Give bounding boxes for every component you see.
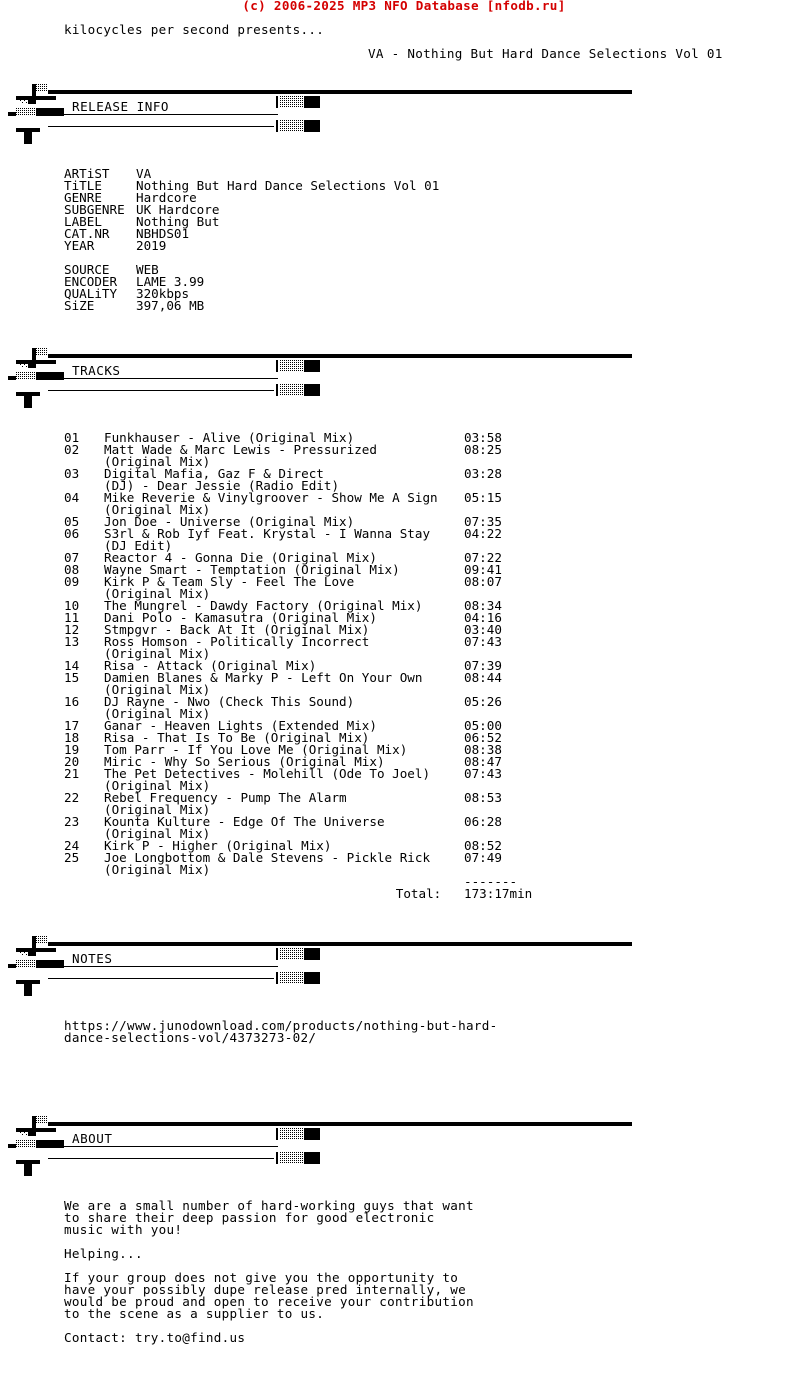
track-number: 21	[64, 766, 80, 781]
section-banner-release-info	[8, 84, 638, 148]
info-value: 2019	[136, 238, 167, 253]
track-time: 08:53	[464, 790, 502, 805]
banner-art	[8, 348, 638, 412]
info-key: SOURCE	[64, 262, 110, 277]
info-value: Hardcore	[136, 190, 197, 205]
track-title: The Mungrel - Dawdy Factory (Original Mix)	[104, 598, 423, 613]
tracklist	[64, 432, 532, 900]
track-number: 22	[64, 790, 80, 805]
track-time: 04:22	[464, 526, 502, 541]
section-banner-about	[8, 1116, 638, 1180]
source-info-table	[64, 264, 204, 312]
info-key: TiTLE	[64, 178, 102, 193]
track-number: 17	[64, 718, 80, 733]
track-number: 18	[64, 730, 80, 745]
site-header: (c) 2006-2025 MP3 NFO Database [nfodb.ru]	[242, 0, 566, 13]
info-key: QUALiTY	[64, 286, 118, 301]
info-row	[64, 216, 439, 228]
info-value: 397,06 MB	[136, 298, 205, 313]
track-number: 25	[64, 850, 80, 865]
track-time: 07:43	[464, 634, 502, 649]
notes-url-link[interactable]: https://www.junodownload.com/products/nothing-but-hard- dance-selections-vol/4373273-02/	[64, 1018, 498, 1045]
about-paragraph: We are a small number of hard-working guys that want to share their deep passion for good electronic music with you!	[64, 1198, 474, 1237]
track-title: Damien Blanes & Marky P - Left On Your Own (Original Mix)	[104, 670, 423, 697]
track-title: Jon Doe - Universe (Original Mix)	[104, 514, 355, 529]
track-number: 12	[64, 622, 80, 637]
banner-art	[8, 936, 638, 1000]
track-time: 03:40	[464, 622, 502, 637]
track-time: 07:22	[464, 550, 502, 565]
track-title: Matt Wade & Marc Lewis - Pressurized (Original Mix)	[104, 442, 377, 469]
total-value: 173:17min	[464, 886, 533, 901]
track-time: 07:43	[464, 766, 502, 781]
track-number: 01	[64, 430, 80, 445]
track-time: 04:16	[464, 610, 502, 625]
track-row	[64, 528, 532, 552]
section-title: TRACKS	[72, 363, 121, 378]
info-key: GENRE	[64, 190, 102, 205]
info-key: ARTiST	[64, 166, 110, 181]
info-value: VA	[136, 166, 152, 181]
track-number: 14	[64, 658, 80, 673]
track-title: Tom Parr - If You Love Me (Original Mix)	[104, 742, 408, 757]
track-time: 08:34	[464, 598, 502, 613]
track-title: DJ Rayne - Nwo (Check This Sound) (Original Mix)	[104, 694, 355, 721]
track-number: 08	[64, 562, 80, 577]
info-value: NBHDS01	[136, 226, 190, 241]
track-title: Kirk P - Higher (Original Mix)	[104, 838, 332, 853]
track-time: 06:52	[464, 730, 502, 745]
info-value: Nothing But	[136, 214, 220, 229]
track-title: Risa - Attack (Original Mix)	[104, 658, 317, 673]
track-title: Miric - Why So Serious (Original Mix)	[104, 754, 385, 769]
info-key: YEAR	[64, 238, 95, 253]
release-info-table	[64, 168, 439, 252]
track-time: 03:58	[464, 430, 502, 445]
section-title: NOTES	[72, 951, 113, 966]
info-key: ENCODER	[64, 274, 118, 289]
track-time: 05:26	[464, 694, 502, 709]
presents-text: kilocycles per second presents...	[64, 22, 325, 37]
banner-art	[8, 84, 638, 148]
section-title: RELEASE INFO	[72, 99, 169, 114]
track-row	[64, 672, 532, 696]
track-title: Ross Homson - Politically Incorrect (Original Mix)	[104, 634, 370, 661]
info-row	[64, 180, 439, 192]
info-key: CAT.NR	[64, 226, 110, 241]
release-title: VA - Nothing But Hard Dance Selections Vol 01	[368, 46, 723, 61]
info-value: LAME 3.99	[136, 274, 205, 289]
total-separator: -------	[464, 874, 518, 889]
track-row	[64, 792, 532, 816]
track-time: 08:52	[464, 838, 502, 853]
section-title: ABOUT	[72, 1131, 113, 1146]
track-time: 08:44	[464, 670, 502, 685]
track-number: 03	[64, 466, 80, 481]
track-number: 10	[64, 598, 80, 613]
track-time: 03:28	[464, 466, 502, 481]
track-time: 07:49	[464, 850, 502, 865]
track-time: 05:00	[464, 718, 502, 733]
track-title: The Pet Detectives - Molehill (Ode To Joel) (Original Mix)	[104, 766, 431, 793]
track-row	[64, 696, 532, 720]
track-time: 08:07	[464, 574, 502, 589]
track-number: 04	[64, 490, 80, 505]
contact-line: Contact: try.to@find.us	[64, 1330, 246, 1345]
section-banner-notes	[8, 936, 638, 1000]
track-row	[64, 468, 532, 492]
track-time: 06:28	[464, 814, 502, 829]
track-number: 06	[64, 526, 80, 541]
track-time: 09:41	[464, 562, 502, 577]
track-row	[64, 852, 532, 876]
track-title: Kounta Kulture - Edge Of The Universe (Original Mix)	[104, 814, 385, 841]
track-number: 02	[64, 442, 80, 457]
track-row	[64, 492, 532, 516]
banner-art	[8, 1116, 638, 1180]
track-number: 07	[64, 550, 80, 565]
track-time: 07:39	[464, 658, 502, 673]
track-title: Ganar - Heaven Lights (Extended Mix)	[104, 718, 377, 733]
track-title: Digital Mafia, Gaz F & Direct (DJ) - Dear Jessie (Radio Edit)	[104, 466, 340, 493]
track-row	[64, 636, 532, 660]
track-time: 05:15	[464, 490, 502, 505]
info-value: WEB	[136, 262, 159, 277]
total-label: Total:	[395, 886, 464, 901]
track-number: 13	[64, 634, 80, 649]
track-title: Mike Reverie & Vinylgroover - Show Me A Sign (Original Mix)	[104, 490, 438, 517]
track-row	[64, 444, 532, 468]
track-number: 24	[64, 838, 80, 853]
track-row	[64, 816, 532, 840]
info-key: SiZE	[64, 298, 95, 313]
track-number: 16	[64, 694, 80, 709]
track-number: 23	[64, 814, 80, 829]
about-paragraph: If your group does not give you the opportunity to have your possibly dupe release pred internally, we would be proud and open to receive your contribution to the scene as a supplier to us.	[64, 1270, 474, 1321]
track-row	[64, 768, 532, 792]
track-title: Wayne Smart - Temptation (Original Mix)	[104, 562, 400, 577]
info-value: Nothing But Hard Dance Selections Vol 01	[136, 178, 440, 193]
track-number: 20	[64, 754, 80, 769]
track-title: Joe Longbottom & Dale Stevens - Pickle Rick (Original Mix)	[104, 850, 431, 877]
track-title: Risa - That Is To Be (Original Mix)	[104, 730, 370, 745]
track-title: S3rl & Rob Iyf Feat. Krystal - I Wanna Stay (DJ Edit)	[104, 526, 431, 553]
track-time: 08:38	[464, 742, 502, 757]
track-number: 05	[64, 514, 80, 529]
track-title: Funkhauser - Alive (Original Mix)	[104, 430, 355, 445]
track-number: 11	[64, 610, 80, 625]
section-banner-tracks	[8, 348, 638, 412]
track-time: 08:47	[464, 754, 502, 769]
track-title: Rebel Frequency - Pump The Alarm (Original Mix)	[104, 790, 347, 817]
total-row	[64, 888, 532, 900]
track-title: Stmpgvr - Back At It (Original Mix)	[104, 622, 370, 637]
track-number: 09	[64, 574, 80, 589]
track-title: Kirk P & Team Sly - Feel The Love (Original Mix)	[104, 574, 355, 601]
track-row	[64, 576, 532, 600]
info-value: UK Hardcore	[136, 202, 220, 217]
track-time: 07:35	[464, 514, 502, 529]
track-number: 15	[64, 670, 80, 685]
track-time: 08:25	[464, 442, 502, 457]
info-row	[64, 204, 439, 216]
info-key: SUBGENRE	[64, 202, 125, 217]
info-key: LABEL	[64, 214, 102, 229]
info-row	[64, 240, 439, 252]
info-row	[64, 300, 204, 312]
track-title: Reactor 4 - Gonna Die (Original Mix)	[104, 550, 377, 565]
track-number: 19	[64, 742, 80, 757]
info-row	[64, 228, 439, 240]
track-title: Dani Polo - Kamasutra (Original Mix)	[104, 610, 377, 625]
about-helping: Helping...	[64, 1246, 143, 1261]
info-value: 320kbps	[136, 286, 190, 301]
